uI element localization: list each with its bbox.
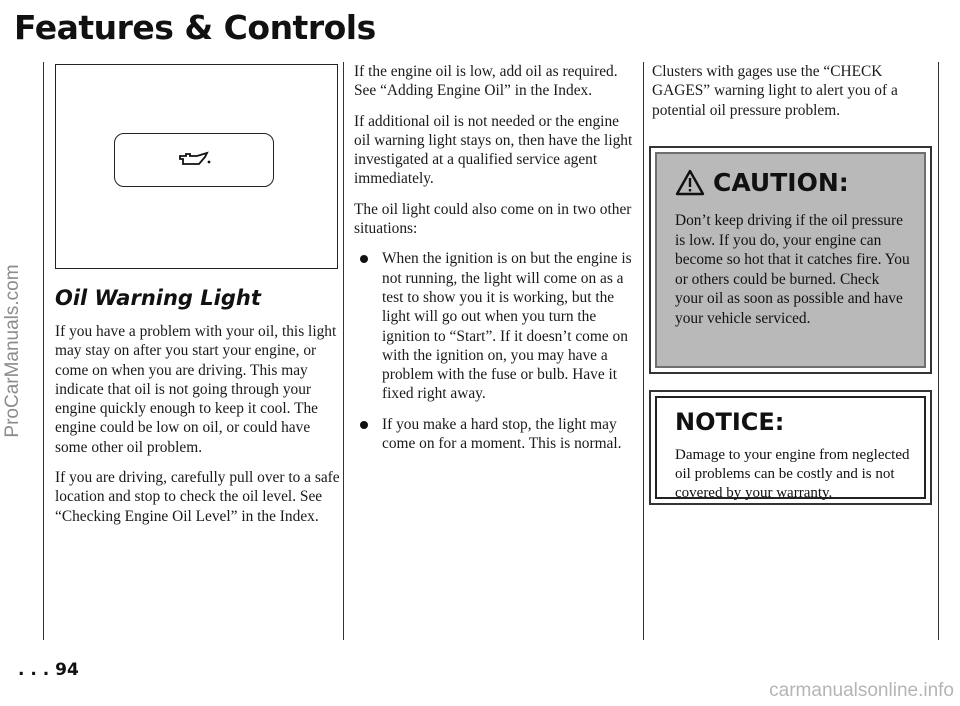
paragraph: If the engine oil is low, add oil as required. See “Adding Engine Oil” in the Index. xyxy=(354,63,618,100)
caution-title: CAUTION: xyxy=(713,168,849,197)
notice-text: Damage to your engine from neglected oil problems can be costly and is not covered by your warranty. xyxy=(675,447,910,501)
list-item xyxy=(354,249,639,403)
section-title: Oil Warning Light xyxy=(55,286,261,310)
oil-can-icon xyxy=(177,150,213,168)
paragraph: If additional oil is not needed or the engine oil warning light stays on, then have the light investigated at a qualified service agent immediately. xyxy=(354,112,633,188)
caution-text: Don’t keep driving if the oil pressure is low. If you do, your engine can become so hot that it catches fire. You or others could be burned. Check your oil as soon as possible and have your vehicle serviced. xyxy=(675,212,910,327)
caution-header xyxy=(675,168,910,197)
oil-warning-lamp xyxy=(114,133,274,187)
column-1 xyxy=(55,322,340,537)
notice-box-inner xyxy=(655,396,926,499)
notice-title: NOTICE: xyxy=(675,408,785,436)
side-watermark xyxy=(0,0,26,706)
situation-list xyxy=(354,249,639,453)
list-item xyxy=(354,415,639,454)
page-title: Features & Controls xyxy=(14,8,376,47)
column-rule-right xyxy=(938,62,939,640)
paragraph: If you are driving, carefully pull over to a safe location and stop to check the oil level. See “Checking Engine Oil Level” in the Index. xyxy=(55,469,340,525)
column-3 xyxy=(652,62,932,131)
intro-paragraph: Clusters with gages use the “CHECK GAGES” warning light to alert you of a potential oil pressure problem. xyxy=(652,63,898,119)
list-item-text: When the ignition is on but the engine is not running, the light will come on as a test to show you it is working, but the light will go out when you turn the ignition to “Start”. If it doesn’t come on with the ignition on, you may have a problem with the fuse or bulb. Have it fixed right away. xyxy=(382,250,632,403)
bullet-icon xyxy=(360,255,368,263)
paragraph: The oil light could also come on in two other situations: xyxy=(354,200,632,238)
bottom-watermark: carmanualsonline.info xyxy=(769,680,954,701)
paragraph: If you have a problem with your oil, this light may stay on after you start your engine, or come on when you are driving. This may indicate that oil is not going through your engine quickly enough to keep it cool. The engine could be low on oil, or could have some other oil problem. xyxy=(55,323,337,456)
notice-box xyxy=(649,390,932,505)
column-rule-middle-1 xyxy=(343,62,344,640)
side-watermark-text: ProCarManuals.com xyxy=(2,264,23,438)
column-2 xyxy=(354,62,639,464)
column-rule-middle-2 xyxy=(643,62,644,640)
caution-box-inner xyxy=(655,152,926,368)
caution-box xyxy=(649,146,932,374)
column-rule-left xyxy=(43,62,44,640)
page-number: . . . 94 xyxy=(18,660,79,680)
list-item-text: If you make a hard stop, the light may come on for a moment. This is normal. xyxy=(382,415,622,453)
bullet-icon xyxy=(360,421,368,429)
warning-triangle-icon xyxy=(675,169,705,196)
oil-light-illustration xyxy=(55,64,338,269)
